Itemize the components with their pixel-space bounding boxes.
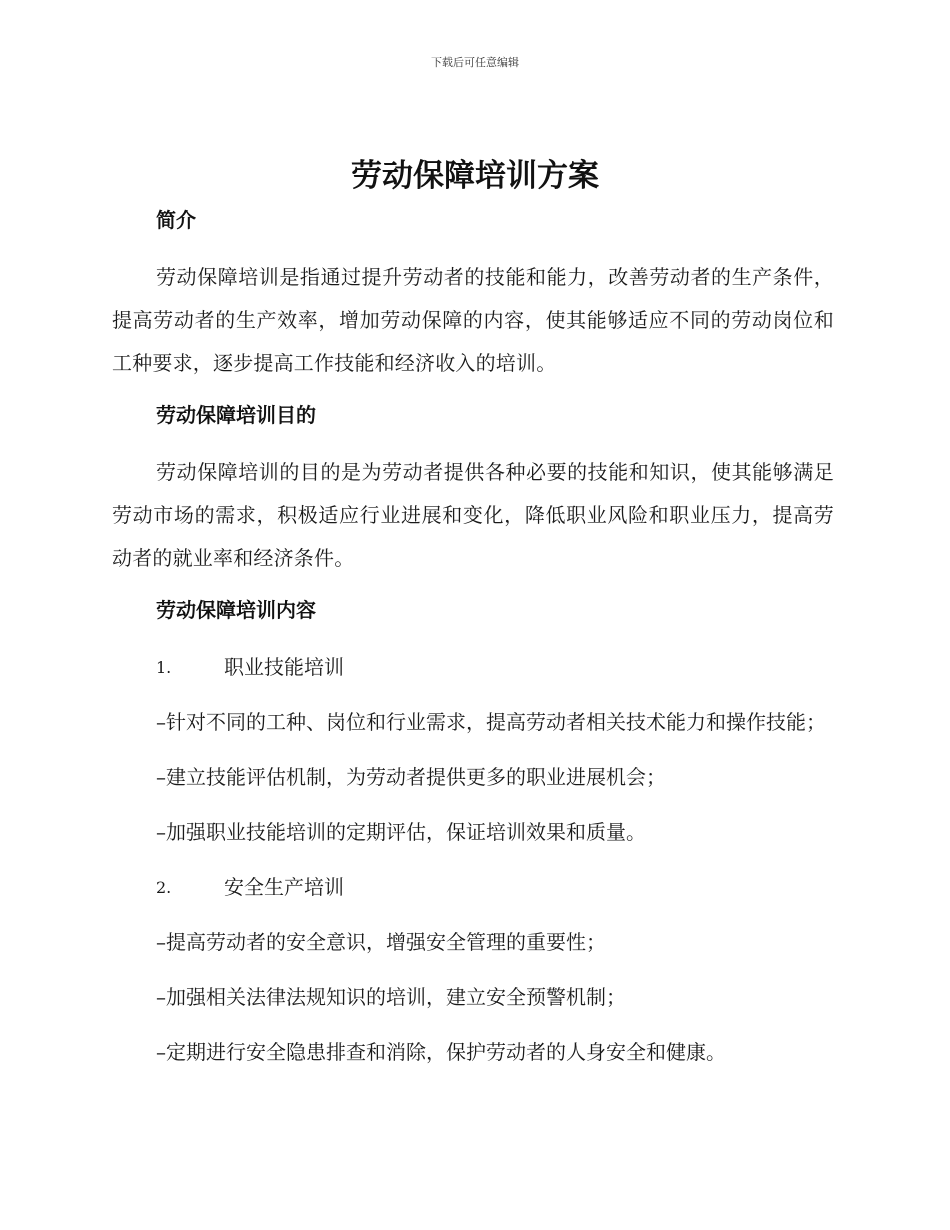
item-number: 2. [156, 878, 172, 897]
bullet-item: –建立技能评估机制，为劳动者提供更多的职业进展机会； [156, 765, 666, 789]
numbered-item-1 [156, 646, 834, 689]
section-heading-content: 劳动保障培训内容 [156, 598, 316, 622]
header-note: 下载后可任意编辑 [431, 56, 519, 69]
bullet-item: –加强相关法律法规知识的培训，建立安全预警机制； [156, 985, 626, 1009]
bullet-item: –加强职业技能培训的定期评估，保证培训效果和质量。 [156, 820, 646, 844]
section-heading-intro: 简介 [156, 208, 196, 232]
bullet-item: –针对不同的工种、岗位和行业需求，提高劳动者相关技术能力和操作技能； [156, 710, 826, 734]
item-label: 职业技能培训 [224, 655, 344, 679]
bullet-item: –定期进行安全隐患排查和消除，保护劳动者的人身安全和健康。 [156, 1040, 726, 1064]
purpose-paragraph: 劳动保障培训的目的是为劳动者提供各种必要的技能和知识，使其能够满足劳动市场的需求，积极适应行业进展和变化，降低职业风险和职业压力，提高劳动者的就业率和经济条件。 [112, 460, 834, 570]
intro-paragraph: 劳动保障培训是指通过提升劳动者的技能和能力，改善劳动者的生产条件，提高劳动者的生产效率，增加劳动保障的内容，使其能够适应不同的劳动岗位和工种要求，逐步提高工作技能和经济收入的培训。 [112, 265, 834, 375]
section-heading-purpose: 劳动保障培训目的 [156, 403, 316, 427]
document-body [112, 202, 834, 1074]
document-title: 劳动保障培训方案 [351, 158, 599, 194]
bullet-item: –提高劳动者的安全意识，增强安全管理的重要性； [156, 930, 606, 954]
item-label: 安全生产培训 [224, 875, 344, 899]
numbered-item-2 [156, 866, 834, 909]
item-number: 1. [156, 658, 172, 677]
